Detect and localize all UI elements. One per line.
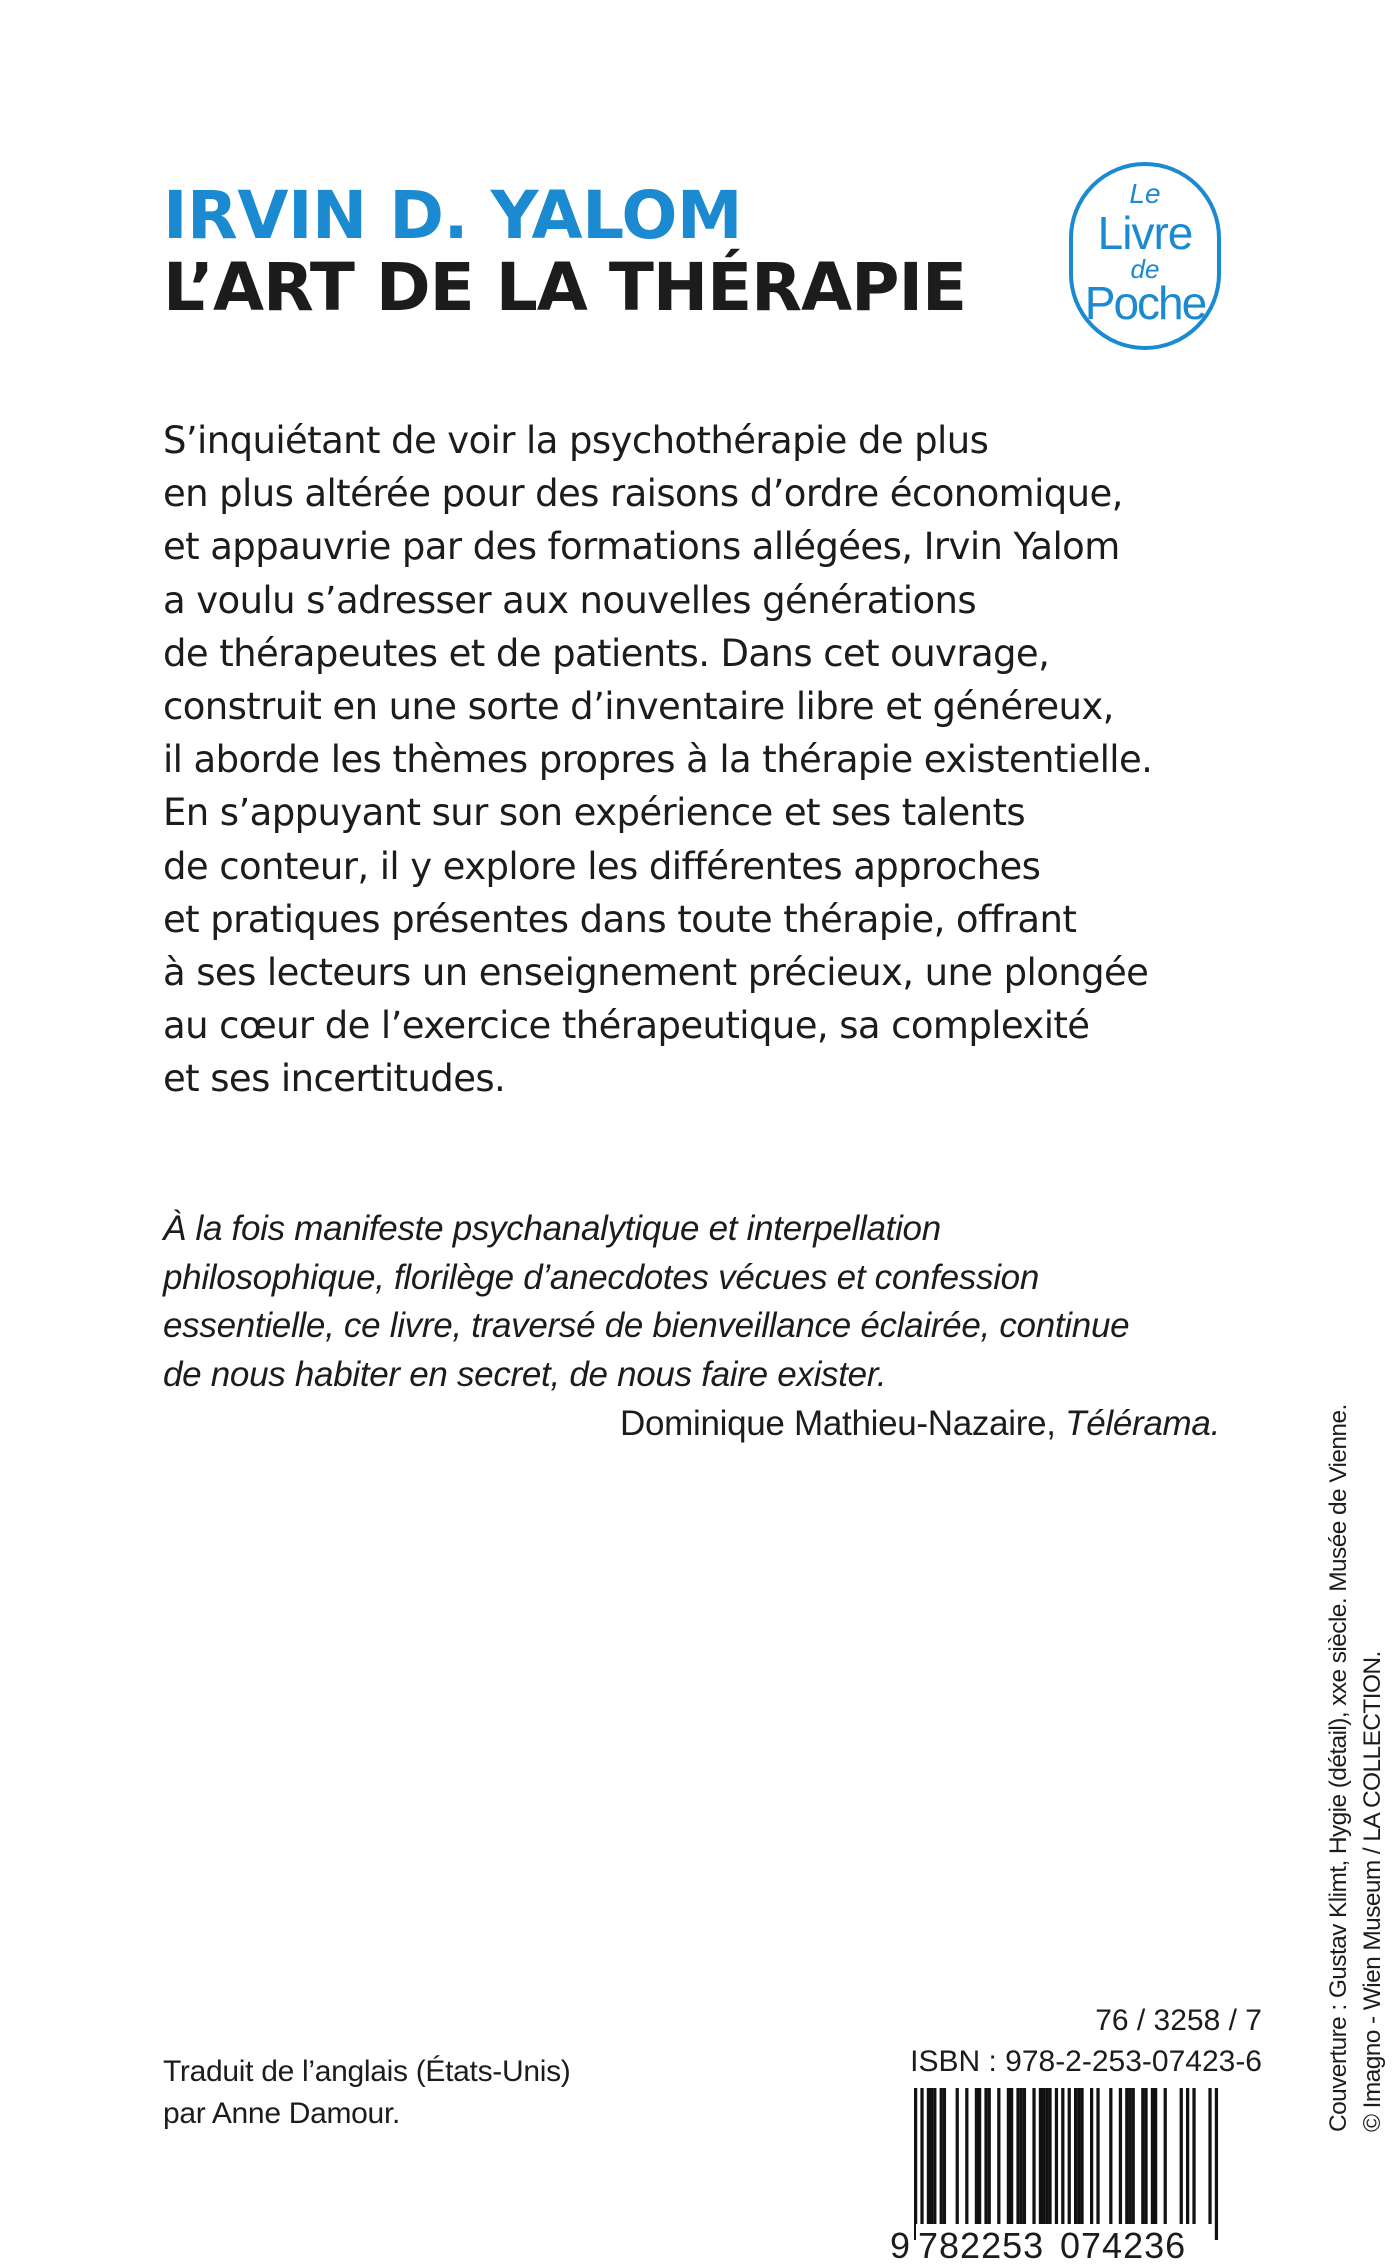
summary-line: construit en une sorte d’inventaire libre et généreux, [163,685,1114,729]
barcode-bar [988,2088,991,2224]
barcode-bar [978,2088,981,2224]
book-title: L’ART DE LA THÉRAPIE [163,249,967,326]
barcode-bar [1039,2088,1042,2224]
barcode-bar [933,2088,936,2224]
cover-credit-line: © Imagno - Wien Museum / LA COLLECTION. [1359,1651,1386,2132]
quote-attribution [620,1400,1220,1448]
barcode-bar [956,2088,959,2224]
barcode-bar [940,2088,943,2224]
barcode-bar [1164,2088,1167,2224]
barcode-bar [1048,2088,1051,2224]
reviewer-name: Dominique Mathieu-Nazaire, [619,1404,1056,1443]
barcode-bar [1077,2088,1080,2224]
barcode-bar [1192,2088,1195,2224]
translator-note [163,2051,570,2135]
summary-line: et pratiques présentes dans toute thérapie, offrant [163,897,1077,941]
barcode-bar [1042,2088,1045,2224]
barcode-bar [1125,2088,1128,2224]
summary-line: S’inquiétant de voir la psychothérapie de plus [163,419,989,462]
summary-line: a voulu s’adresser aux nouvelles générations [163,578,977,622]
summary-line: de thérapeutes et de patients. Dans cet ouvrage, [163,631,1050,675]
translator-line: Traduit de l’anglais (États-Unis) [163,2055,571,2088]
barcode-bar [943,2088,946,2224]
livre-de-poche-logo [1068,161,1222,351]
cover-credit-line: Couverture : Gustav Klimt, Hygie (détail), xxe siècle. Musée de Vienne. [1325,1404,1352,2132]
barcode-bar [1151,2088,1154,2224]
barcode-bar [1032,2088,1035,2224]
barcode-bar [1090,2088,1093,2224]
barcode-bars [914,2088,1218,2240]
summary-line: à ses lecteurs un enseignement précieux, une plongée [163,951,1149,995]
author-name: IRVIN D. YALOM [163,177,743,254]
logo-text-poche: Poche [1084,277,1206,329]
barcode-bar [1180,2088,1183,2224]
barcode-bar [1020,2088,1023,2224]
barcode-bar [1154,2088,1157,2224]
barcode-bar [1109,2088,1112,2224]
summary-line: et appauvrie par des formations allégées, Irvin Yalom [163,525,1120,569]
quote-line: essentielle, ce livre, traversé de bienveillance éclairée, continue [163,1306,1130,1345]
barcode-bar [1141,2088,1144,2224]
barcode-bar [1144,2088,1147,2224]
summary-line: en plus altérée pour des raisons d’ordre économique, [163,472,1123,516]
barcode-bar [1080,2088,1083,2224]
barcode-bar [1215,2088,1218,2240]
publication-name: Télérama. [1065,1404,1220,1443]
catalog-code: 76 / 3258 / 7 [1095,2004,1262,2037]
summary-line: au cœur de l’exercice thérapeutique, sa complexité [163,1004,1090,1048]
summary-line: de conteur, il y explore les différentes approches [163,844,1041,888]
barcode-bar [1096,2088,1099,2224]
barcode-bar [1186,2088,1189,2224]
barcode-bar [914,2088,917,2240]
summary-text [163,414,1243,1106]
isbn-barcode [888,2088,1258,2264]
barcode-bar [1061,2088,1064,2240]
barcode-bar [1023,2088,1026,2224]
quote-line: philosophique, florilège d’anecdotes vécues et confession [163,1257,1039,1297]
barcode-bar [1208,2088,1211,2240]
barcode-bar [984,2088,987,2224]
barcode-bar [1119,2088,1122,2224]
barcode-bar [927,2088,930,2224]
barcode-first-digit: 9 [890,2225,911,2264]
barcode-bar [1132,2088,1135,2224]
barcode-bar [920,2088,923,2240]
barcode-right-digits: 074236 [1060,2225,1187,2264]
barcode-bar [1007,2088,1010,2224]
logo-text-le: Le [1129,178,1161,209]
quote-line: À la fois manifeste psychanalytique et interpellation [163,1209,941,1248]
barcode-bar [1010,2088,1013,2224]
barcode-bar [1074,2088,1077,2224]
logo-text-de: de [1130,254,1160,284]
quote-line: de nous habiter en secret, de nous faire exister. [163,1354,887,1394]
barcode-bar [997,2088,1000,2224]
barcode-bar [1128,2088,1131,2224]
barcode-bar [930,2088,933,2224]
logo-text-livre: Livre [1097,207,1193,259]
barcode-left-digits: 782253 [918,2225,1045,2264]
barcode-bar [1068,2088,1071,2240]
barcode-bar [1045,2088,1048,2224]
press-quote [163,1205,1243,1399]
summary-line: il aborde les thèmes propres à la thérapie existentielle. [163,738,1153,782]
barcode-bar [965,2088,968,2224]
isbn-number: ISBN : 978-2-253-07423-6 [910,2045,1262,2078]
barcode-bar [975,2088,978,2224]
summary-line: et ses incertitudes. [163,1057,506,1101]
translator-line: par Anne Damour. [163,2097,401,2130]
summary-line: En s’appuyant sur son expérience et ses talents [163,791,1026,835]
barcode-bar [1055,2088,1058,2224]
barcode-bar [1016,2088,1019,2224]
